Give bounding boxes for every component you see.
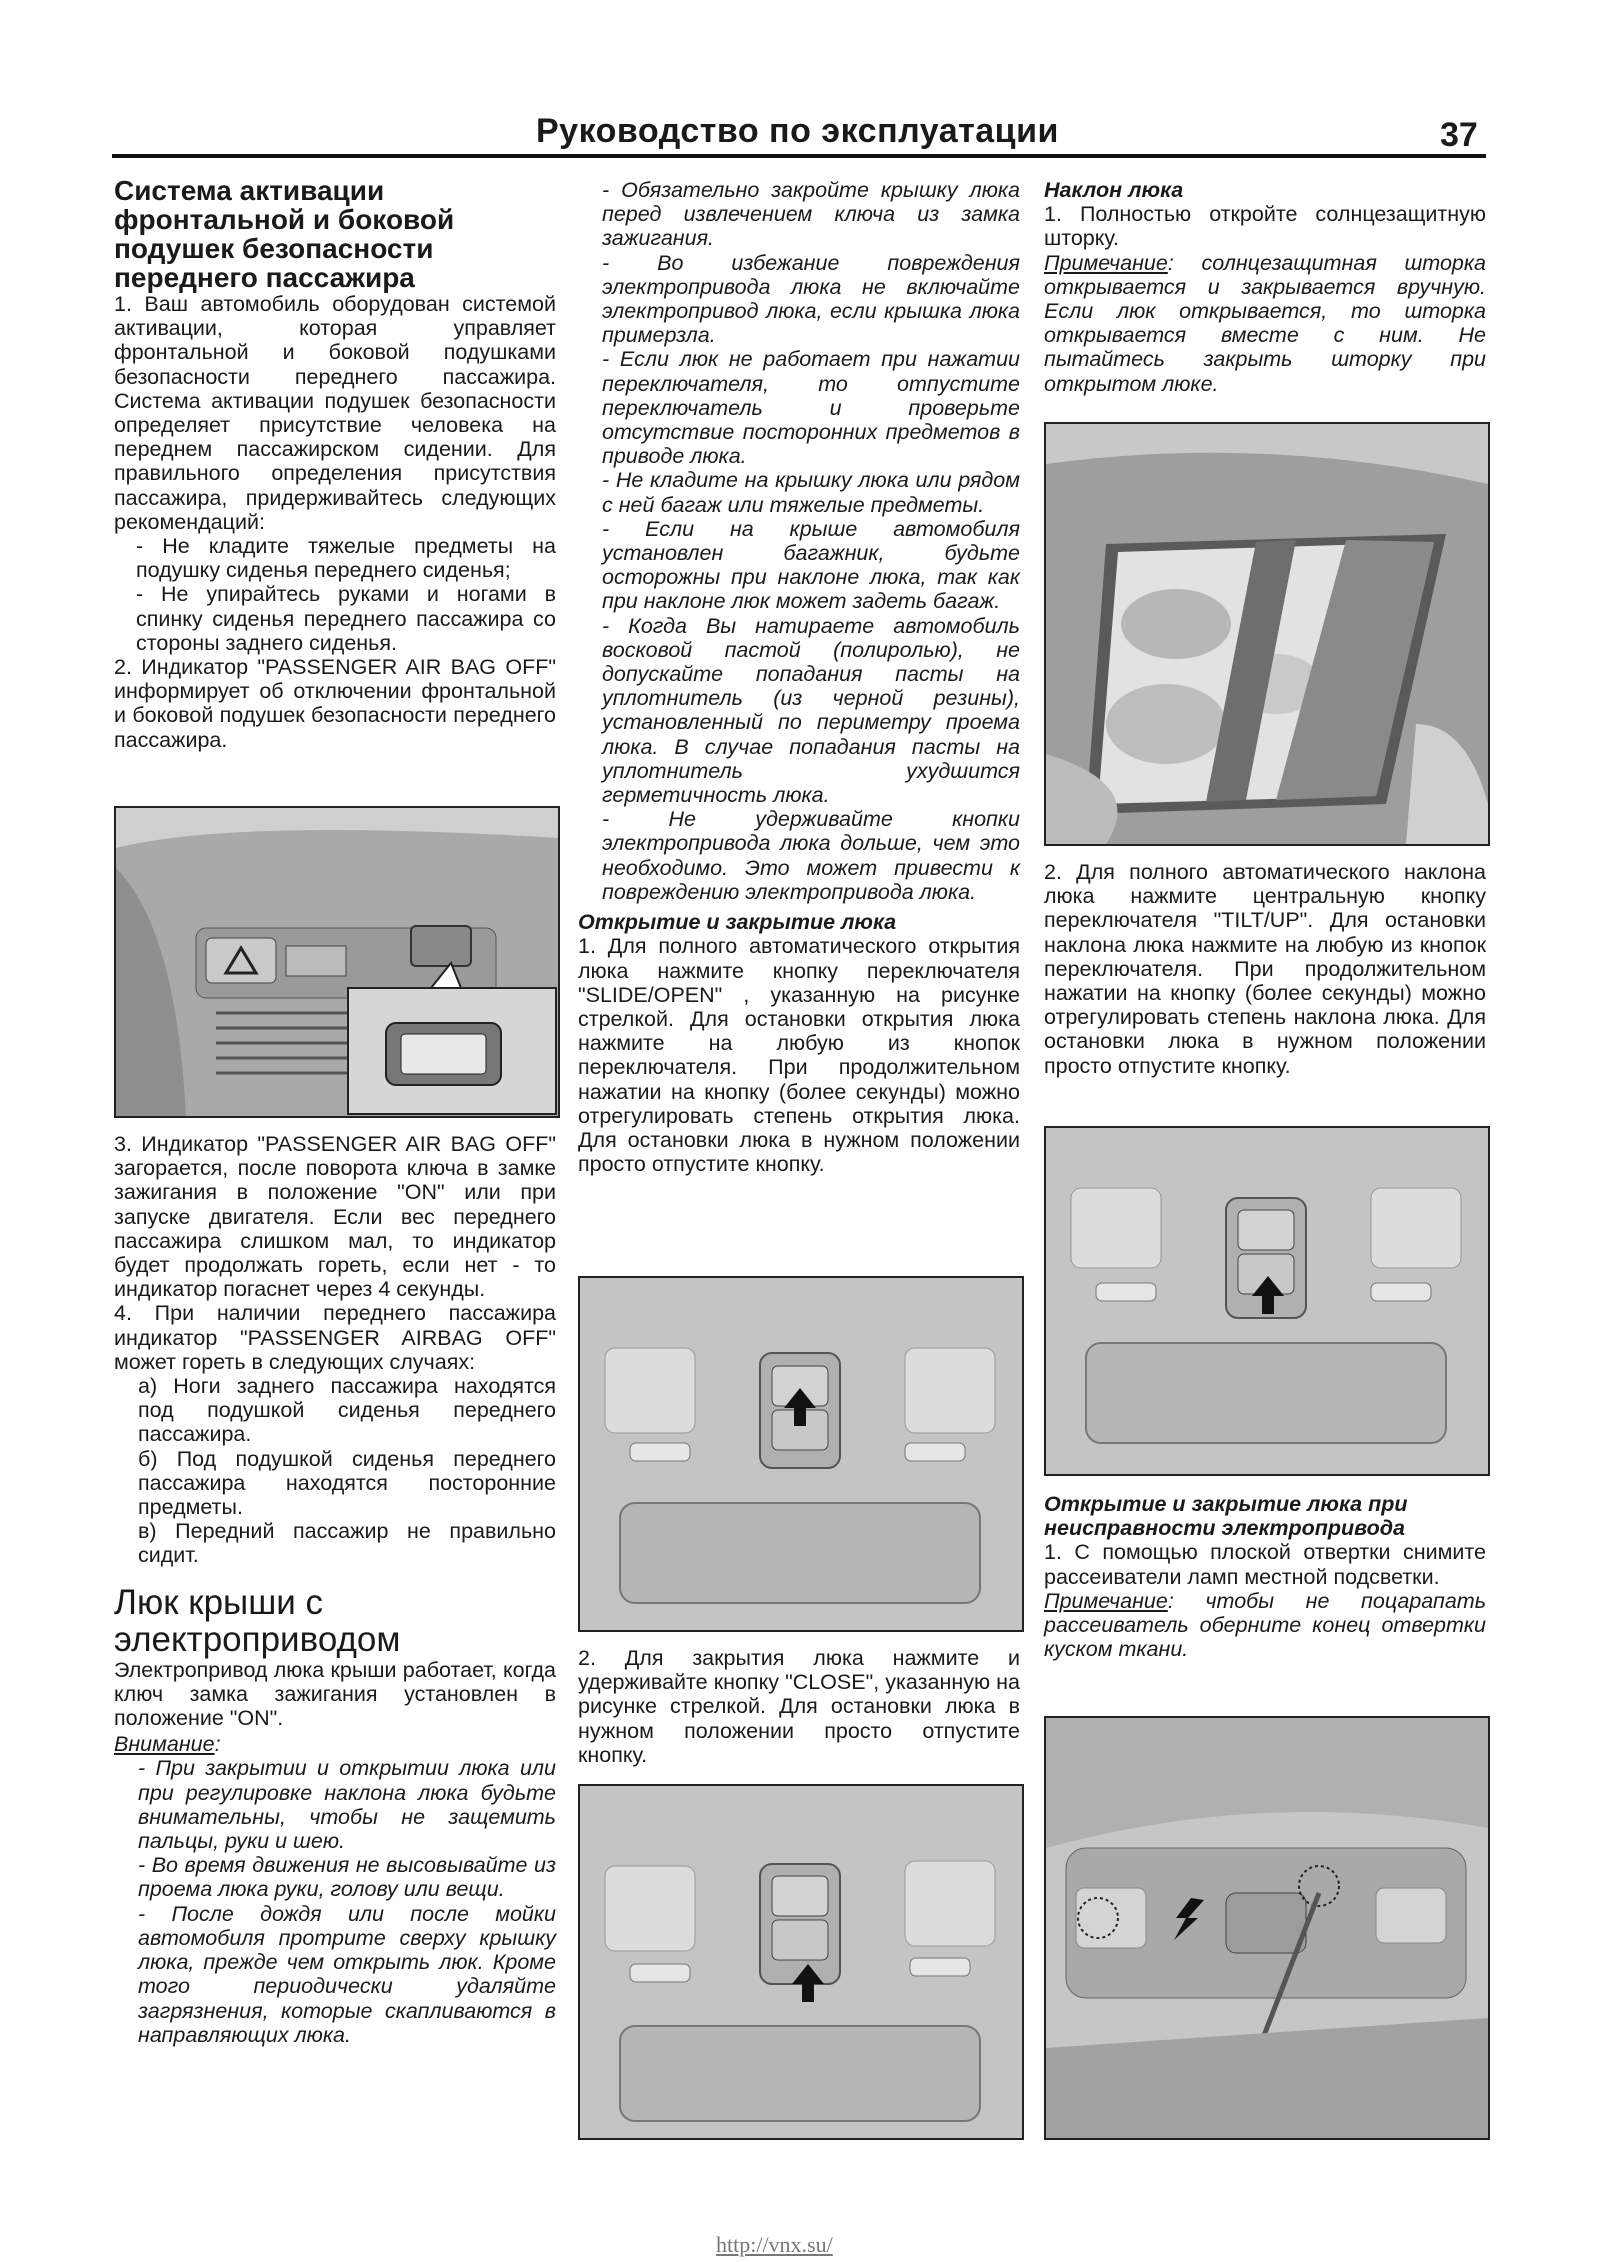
warning-item: - Не удерживайте кнопки электропривода люка дольше, чем это необходимо. Это может привести к повреждению электропривода люка. [602, 807, 1020, 904]
paragraph: 4. При наличии переднего пассажира индикатор "PASSENGER AIRBAG OFF" может гореть в следующих случаях: [114, 1301, 556, 1374]
warning-item: - Во время движения не высовывайте из проема люка руки, голову или вещи. [138, 1853, 556, 1902]
slide-open-switch-figure [578, 1276, 1024, 1632]
left-column-top [114, 176, 556, 752]
right-column-middle [1044, 860, 1486, 1078]
open-sunroof-figure [1044, 422, 1490, 846]
paragraph: 2. Для полного автоматического наклона люка нажмите центральную кнопку переключателя "TILT/UP". Для остановки наклона люка нажмите на любую из кнопок переключателя. При продолжительном нажатии на кнопку (более секунды) можно отрегулировать степень наклона люка. Для остановки люка в нужном положении просто отпустите кнопку. [1044, 860, 1486, 1078]
note-label: Примечание [1044, 250, 1168, 275]
warning-item: - При закрытии и открытии люка или при регулировке наклона люка будьте внимательны, чтобы не защемить пальцы, руки и шею. [138, 1756, 556, 1854]
footer-url[interactable]: http://vnx.su/ [716, 2232, 833, 2257]
bullet-item: - Не упирайтесь руками и ногами в спинку сиденья переднего пассажира со стороны заднего сиденья. [136, 582, 556, 655]
warning-item: - Обязательно закройте крышку люка перед извлечением ключа из замка зажигания. [602, 178, 1020, 251]
close-switch-figure [578, 1784, 1024, 2140]
paragraph: 3. Индикатор "PASSENGER AIR BAG OFF" загорается, после поворота ключа в замке зажигания в положение "ON" или при запуске двигателя. Если вес переднего пассажира слишком мал, то индикатор будет продолжать гореть, если нет - то индикатор погаснет через 4 секунды. [114, 1132, 556, 1302]
note-label: Примечание [1044, 1588, 1168, 1613]
left-column-bottom: 3. Индикатор "PASSENGER AIR BAG OFF" загорается, после поворота ключа в замке зажигания в положение "ON" или при запуске двигателя. Если вес переднего пассажира слишком мал, то индикатор будет продолжать гореть, если нет - то индикатор погаснет через 4 секунды. 4. При наличии переднего пассажира индикатор "PASSENGER AIRBAG OFF" может гореть в следующих случаях: а) Ноги заднего пассажира находятся под подушкой сиденья переднего пассажира. б) Под подушкой сиденья переднего пассажира находятся посторонние предметы. в) Передний пассажир не правильно сидит. Люк крыши с электроприводом Электропривод люка крыши работает, когда ключ замка зажигания установлен в положение "ON". Внимание: - При закрытии и открытии люка или при регулировке наклона люка будьте внимательны, чтобы не защемить пальцы, руки и шею. - Во время движения не высовывайте из проема люка руки, голову или вещи. - После дождя или после мойки автомобиля протрите сверху крышку люка, прежде чем открыть люк. Кроме того периодически удаляйте загрязнения, которые скапливаются в направляющих люка. [114, 1132, 556, 2047]
section-title-sunroof: Люк крыши с электроприводом [114, 1582, 401, 1659]
list-item: а) Ноги заднего пассажира находятся под подушкой сиденья переднего пассажира. [138, 1374, 556, 1447]
middle-column-bottom [578, 1646, 1020, 1767]
bullet-item: - Не кладите тяжелые предметы на подушку сиденья переднего сиденья; [136, 534, 556, 583]
warning-item: - После дождя или после мойки автомобиля протрите сверху крышку люка, прежде чем открыть люк. Кроме того периодически удаляйте загрязнения, которые скапливаются в направляющих люка. [138, 1901, 556, 2047]
subsection-title-open-close: Открытие и закрытие люка [578, 910, 897, 935]
right-column-bottom [1044, 1492, 1486, 1661]
airbag-indicator-figure [114, 806, 560, 1118]
warning-label: Внимание [114, 1732, 215, 1757]
subsection-title-manual: Открытие и закрытие люка при неисправности электропривода [1044, 1492, 1408, 1541]
paragraph: 2. Для закрытия люка нажмите и удерживайте кнопку "CLOSE", указанную на рисунке стрелкой. Для остановки люка в нужном положении просто отпустите кнопку. [578, 1646, 1020, 1767]
note-text: : солнцезащитная шторка открывается и закрывается вручную. Если люк открывается, то шторка открывается вместе с ним. Не пытайтесь закрыть шторку при открытом люке. [1044, 250, 1486, 396]
warning-item: - Когда Вы натираете автомобиль восковой пастой (полиролью), не допускайте попадания пасты на уплотнитель (из черной резины), установленный по периметру проема люка. В случае попадания пасты на уплотнитель ухудшится герметичность люка. [602, 613, 1020, 808]
right-column-top [1044, 178, 1486, 396]
section-title-airbag: Система активации фронтальной и боковой подушек безопасности переднего пассажира [114, 175, 455, 293]
warning-item: - Не кладите на крышку люка или рядом с ней багаж или тяжелые предметы. [602, 468, 1020, 517]
paragraph: Электропривод люка крыши работает, когда ключ замка зажигания установлен в положение "ON". [114, 1657, 556, 1731]
tilt-up-switch-figure [1044, 1126, 1490, 1476]
list-item: б) Под подушкой сиденья переднего пассажира находятся посторонние предметы. [138, 1446, 556, 1520]
paragraph: 1. Ваш автомобиль оборудован системой активации, которая управляет фронтальной и боковой подушками безопасности переднего пассажира. Система активации подушек безопасности определяет присутствие человека на переднем пассажирском сидении. Для правильного определения присутствия пассажира, придерживайтесь следующих рекомендаций: [114, 292, 556, 534]
paragraph: 1. Для полного автоматического открытия люка нажмите кнопку переключателя "SLIDE/OPEN" , указанную на рисунке стрелкой. Для остановки открытия люка нажмите на любую из кнопок переключателя. При продолжительном нажатии на кнопку (более секунды) можно отрегулировать степень открытия люка. Для остановки люка в нужном положении просто отпустите кнопку. [578, 934, 1020, 1177]
subsection-title-tilt: Наклон люка [1044, 178, 1184, 202]
warning-item: - Если люк не работает при нажатии переключателя, то отпустите переключатель и проверьте отсутствие посторонних предметов в приводе люка. [602, 347, 1020, 469]
warning-item: - Во избежание повреждения электропривода люка не включайте электропривод люка, если крышка люка примерзла. [602, 250, 1020, 348]
paragraph: 1. Полностью откройте солнцезащитную шторку. [1044, 202, 1486, 251]
page-header-title: Руководство по эксплуатации [536, 112, 1059, 150]
list-item: в) Передний пассажир не правильно сидит. [138, 1519, 556, 1568]
screwdriver-lens-figure [1044, 1716, 1490, 2140]
warning-item: - Если на крыше автомобиля установлен багажник, будьте осторожны при наклоне люка, так как при наклоне люк может задеть багаж. [602, 516, 1020, 614]
header-divider [112, 154, 1486, 158]
middle-column-top [578, 178, 1020, 1176]
paragraph: 2. Индикатор "PASSENGER AIR BAG OFF" информирует об отключении фронтальной и боковой подушек безопасности переднего пассажира. [114, 655, 556, 752]
note-text: : чтобы не поцарапать рассеиватель оберните конец отвертки куском ткани. [1044, 1588, 1486, 1662]
paragraph: 1. С помощью плоской отвертки снимите рассеиватели ламп местной подсветки. [1044, 1540, 1486, 1589]
page-number: 37 [1440, 116, 1478, 154]
